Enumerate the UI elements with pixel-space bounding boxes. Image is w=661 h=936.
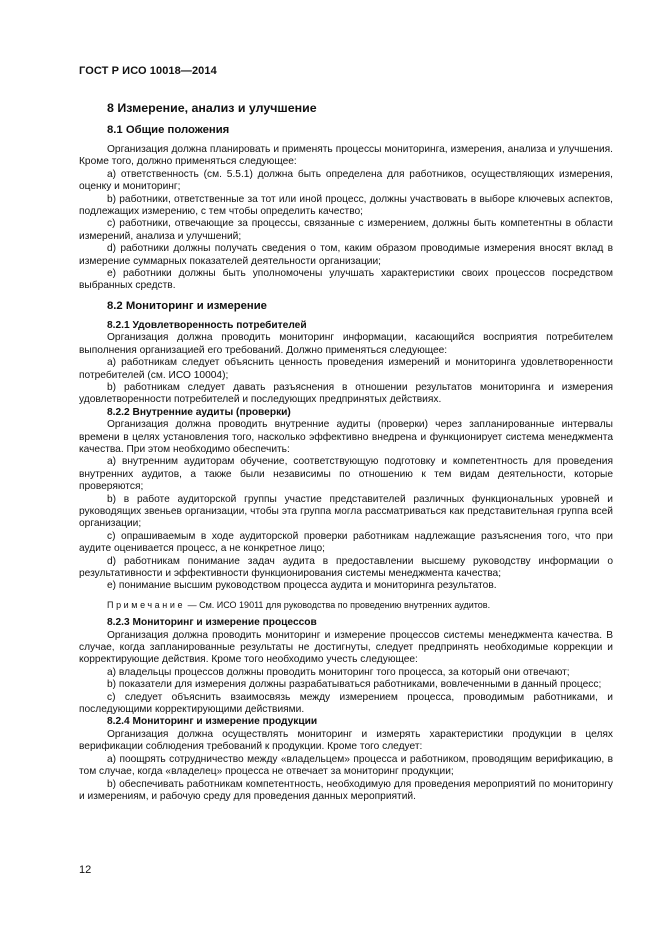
- clause-title-8-2-4: 8.2.4 Мониторинг и измерение продукции: [107, 716, 318, 728]
- list-item: b) показатели для измерения должны разрабатываться работниками, вовлеченными в данный процесс;: [107, 679, 602, 691]
- note: [79, 599, 613, 611]
- list-item: b) работники, ответственные за тот или иной процесс, должны участвовать в выборе ключевых аспектов, подлежащих измерению, с тем чтобы определить качество;: [79, 193, 613, 218]
- document-header: ГОСТ Р ИСО 10018—2014: [79, 65, 217, 77]
- paragraph: Организация должна проводить мониторинг информации, касающийся восприятия потребителем выполнения организацией его требований. Должно применяться следующее:: [79, 332, 613, 356]
- list-item: a) работникам следует объяснить ценность проведения измерений и мониторинга удовлетворенности потребителей (см. ИСО 10004);: [79, 357, 613, 381]
- list-item: e) работники должны быть уполномочены улучшать характеристики своих процессов посредством выбранных средств.: [79, 268, 613, 292]
- section-title: 8 Измерение, анализ и улучшение: [107, 101, 317, 115]
- list-item: c) работники, отвечающие за процессы, связанные с измерением, должны быть компетентны в области измерений, анализа и улучшений;: [79, 218, 613, 242]
- document-body: [79, 101, 613, 803]
- clause-title-8-2-3: 8.2.3 Мониторинг и измерение процессов: [107, 617, 317, 629]
- paragraph: Организация должна проводить мониторинг и измерение процессов системы менеджмента качества. В случае, когда запланированные результаты не достигнуты, следует предпринять необходимые коррекции и корректирующие действия. Кроме того необходимо учесть следующее:: [79, 629, 613, 666]
- list-item: d) работники должны получать сведения о том, каким образом проводимые измерения вносят вклад в измерение суммарных показателей деятельности организации;: [79, 243, 613, 267]
- list-item: b) работникам следует давать разъяснения в отношении результатов мониторинга и измерения удовлетворенности потребителей и последующих предпринятых действиях.: [79, 381, 613, 406]
- list-item: b) обеспечивать работникам компетентность, необходимую для проведения мероприятий по мониторингу и измерениям, и рабочую среду для проведения данных мероприятий.: [79, 778, 613, 802]
- clause-title-8-2-2: 8.2.2 Внутренние аудиты (проверки): [107, 406, 291, 418]
- list-item: a) владельцы процессов должны проводить мониторинг того процесса, за который они отвечают;: [107, 666, 570, 678]
- page-number: 12: [79, 864, 92, 876]
- note-label: Примечание: [107, 599, 186, 610]
- list-item: b) в работе аудиторской группы участие представителей различных функциональных уровней и руководящих звеньев организации, чтобы эта группа могла рассматриваться как представительная группа всей организации;: [79, 493, 613, 530]
- list-item: a) ответственность (см. 5.5.1) должна быть определена для работников, осуществляющих измерения, оценку и мониторинг;: [79, 168, 613, 193]
- paragraph: Организация должна осуществлять мониторинг и измерять характеристики продукции в целях верификации соблюдения требований к продукции. Кроме того следует:: [79, 728, 613, 753]
- clause-title-8-2-1: 8.2.1 Удовлетворенность потребителей: [107, 319, 307, 331]
- list-item: e) понимание высшим руководством процесса аудита и мониторинга результатов.: [107, 580, 497, 592]
- subsection-title-8-2: 8.2 Мониторинг и измерение: [107, 299, 267, 312]
- list-item: c) опрашиваемым в ходе аудиторской проверки работникам надлежащие разъяснения того, что при аудите оценивается процесс, а не конкретное лицо;: [79, 530, 613, 555]
- list-item: d) работникам понимание задач аудита в предоставлении высшему руководству информации о результативности и эффективности функционирования системы менеджмента качества;: [79, 555, 613, 579]
- paragraph: Организация должна планировать и применять процессы мониторинга, измерения, анализа и улучшения. Кроме того, должно применяться следующее:: [79, 144, 613, 168]
- note-text: — См. ИСО 19011 для руководства по проведению внутренних аудитов.: [185, 599, 491, 610]
- list-item: a) поощрять сотрудничество между «владельцем» процесса и работником, проводящим верификацию, в том случае, когда «владелец» процесса не отвечает за мониторинг продукции;: [79, 753, 613, 778]
- subsection-title-8-1: 8.1 Общие положения: [107, 124, 230, 136]
- list-item: a) внутренним аудиторам обучение, соответствующую подготовку и компетентность для проведения внутренних аудитов, а также были независимы по отношению к тем видам деятельности, которые проверяются;: [79, 456, 613, 493]
- paragraph: Организация должна проводить внутренние аудиты (проверки) через запланированные интервалы времени в целях установления того, насколько эффективно внедрена и функционирует система менеджмента качества. При этом необходимо обеспечить:: [79, 419, 613, 455]
- list-item: c) следует объяснить взаимосвязь между измерением процесса, проводимым работниками, и последующими корректирующими действиями.: [79, 691, 613, 716]
